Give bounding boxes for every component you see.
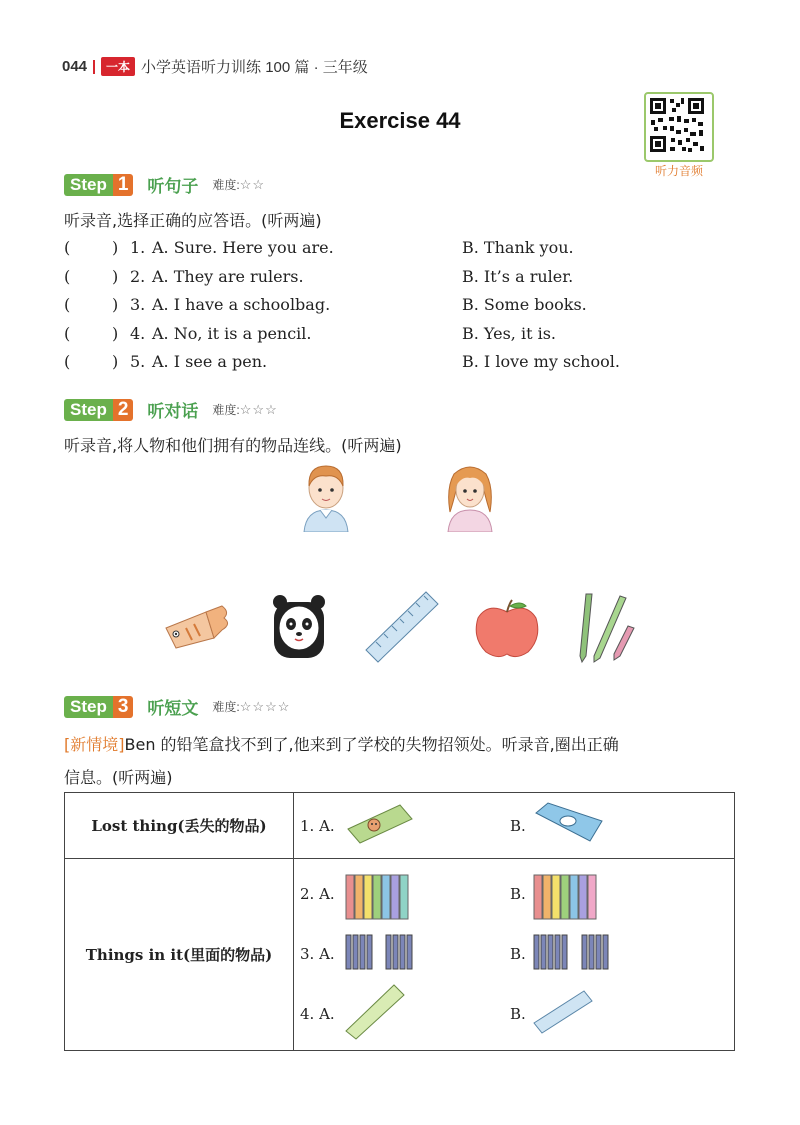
page-number: 044 — [62, 58, 88, 75]
step3-badge — [64, 695, 133, 719]
page-title: Exercise 44 — [339, 108, 461, 133]
pens-a-illustration[interactable] — [344, 931, 426, 975]
step2-difficulty: 难度: — [212, 402, 240, 417]
brand-logo: 一本 — [101, 57, 135, 76]
option-b: B. I love my school. — [462, 352, 620, 371]
step2-word: Step — [64, 399, 113, 421]
step3-word: Step — [64, 696, 113, 718]
answer-blank-close: ) — [112, 295, 119, 314]
qr-label: 听力音频 — [654, 164, 703, 178]
boy-illustration[interactable] — [298, 460, 354, 532]
question-number: 4. — [130, 324, 146, 343]
answer-blank-open[interactable]: ( — [64, 295, 71, 314]
step1-instruction: 听录音,选择正确的应答语。(听两遍) — [64, 211, 322, 230]
step2-badge — [64, 398, 133, 422]
option-a: A. No, it is a pencil. — [152, 324, 312, 343]
answer-blank-close: ) — [112, 238, 119, 257]
option-1b-label[interactable]: B. — [510, 817, 526, 835]
option-2a-label[interactable]: 2. A. — [300, 885, 335, 903]
panda-bag-illustration[interactable] — [268, 592, 330, 662]
step3-instruction-line1 — [64, 732, 744, 755]
answer-blank-close: ) — [112, 352, 119, 371]
option-4b-label[interactable]: B. — [510, 1005, 526, 1023]
option-3b-label[interactable]: B. — [510, 945, 526, 963]
ruler-b-illustration[interactable] — [532, 989, 594, 1035]
question-number: 2. — [130, 267, 146, 286]
pencil-case-a-illustration[interactable] — [344, 801, 416, 845]
option-a: A. I have a schoolbag. — [152, 295, 331, 314]
option-3a-label[interactable]: 3. A. — [300, 945, 335, 963]
ruler-a-illustration[interactable] — [344, 983, 406, 1041]
step1-difficulty: 难度: — [212, 177, 240, 192]
new-context-tag: [新情境] — [64, 735, 125, 754]
step2-stars: ☆☆☆ — [239, 401, 278, 417]
option-1a-label[interactable]: 1. A. — [300, 817, 335, 835]
question-number: 1. — [130, 238, 146, 257]
answer-blank-close: ) — [112, 267, 119, 286]
step3-number: 3 — [113, 696, 134, 718]
book-title: 小学英语听力训练 100 篇 · 三年级 — [141, 59, 368, 76]
answer-blank-open[interactable]: ( — [64, 324, 71, 343]
row-head-things-in-it: Things in it(里面的物品) — [65, 859, 294, 1051]
fish-sharpener-illustration[interactable] — [162, 602, 240, 650]
row-head-lost-thing: Lost thing(丢失的物品) — [65, 793, 294, 859]
step2-number: 2 — [113, 399, 134, 421]
crayons-a-illustration[interactable] — [344, 867, 416, 921]
step2-label: 听对话 — [147, 402, 199, 421]
question-number: 5. — [130, 352, 146, 371]
step1-stars: ☆☆ — [239, 176, 266, 192]
option-a: A. Sure. Here you are. — [152, 238, 334, 257]
row-options-lost-thing — [294, 793, 735, 859]
answer-blank-open[interactable]: ( — [64, 352, 71, 371]
step3-stars: ☆☆☆☆ — [239, 698, 291, 714]
crayons-b-illustration[interactable] — [532, 867, 604, 921]
step3-difficulty: 难度: — [212, 699, 240, 714]
lost-and-found-table — [64, 792, 735, 1051]
table-row-things-in-it — [65, 859, 735, 1051]
step2-instruction: 听录音,将人物和他们拥有的物品连线。(听两遍) — [64, 436, 402, 455]
option-a: A. They are rulers. — [152, 267, 304, 286]
option-b: B. Some books. — [462, 295, 587, 314]
pencil-case-b-illustration[interactable] — [532, 799, 606, 845]
option-a: A. I see a pen. — [152, 352, 268, 371]
step1-number: 1 — [113, 174, 134, 196]
option-b: B. Thank you. — [462, 238, 574, 257]
option-b: B. Yes, it is. — [462, 324, 556, 343]
table-row-lost-thing — [65, 793, 735, 859]
option-2b-label[interactable]: B. — [510, 885, 526, 903]
pens-b-illustration[interactable] — [532, 931, 618, 975]
row-options-things-in-it — [294, 859, 735, 1051]
question-number: 3. — [130, 295, 146, 314]
step1-word: Step — [64, 174, 113, 196]
girl-illustration[interactable] — [442, 460, 498, 532]
step3-instruction-text: Ben 的铅笔盒找不到了,他来到了学校的失物招领处。听录音,圈出正确 — [124, 735, 619, 754]
answer-blank-close: ) — [112, 324, 119, 343]
step1-questions — [0, 0, 800, 400]
answer-blank-open[interactable]: ( — [64, 238, 71, 257]
option-b: B. It’s a ruler. — [462, 267, 574, 286]
step3-instruction-line2: 信息。(听两遍) — [64, 768, 173, 787]
answer-blank-open[interactable]: ( — [64, 267, 71, 286]
apple-illustration[interactable] — [472, 598, 542, 660]
step3-label: 听短文 — [147, 699, 199, 718]
step1-label: 听句子 — [147, 177, 199, 196]
ruler-illustration[interactable] — [364, 590, 440, 664]
step3-header — [64, 694, 290, 719]
pencils-illustration[interactable] — [572, 590, 636, 666]
step2-header — [64, 397, 278, 422]
option-4a-label[interactable]: 4. A. — [300, 1005, 335, 1023]
